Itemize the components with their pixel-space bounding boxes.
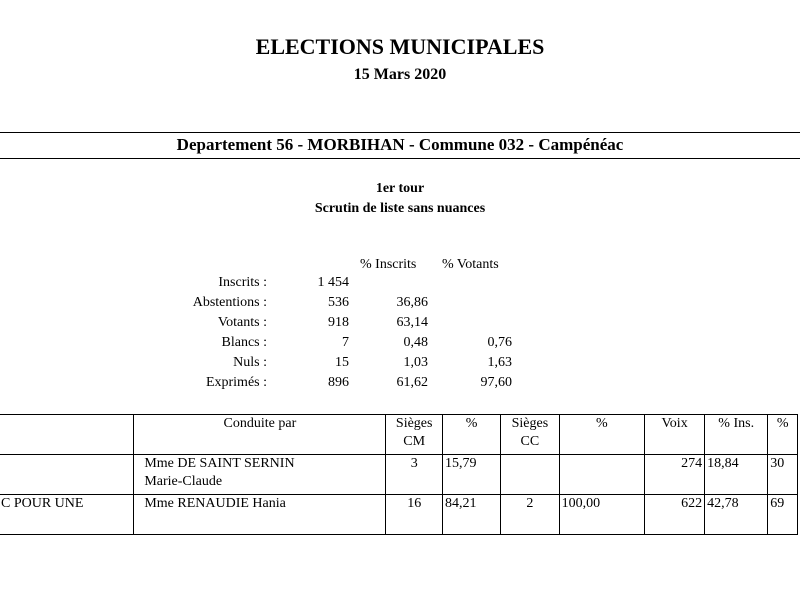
header-sieges-cc: [501, 415, 559, 455]
stats-value: 7: [342, 335, 349, 350]
cell-pct-exp: 69: [768, 495, 798, 535]
stats-value: 1 454: [317, 275, 349, 290]
stats-pct-votants: 0,76: [487, 335, 512, 350]
cell-conduite: Mme DE SAINT SERNIN Marie-Claude: [134, 455, 386, 495]
cell-pct-ins: 42,78: [705, 495, 768, 535]
header-sieges-cm: [386, 415, 442, 455]
cell-sieges-cm: 16: [386, 495, 442, 535]
header-conduite: Conduite par: [134, 415, 386, 455]
stats-pct-inscrits: 63,14: [396, 315, 428, 330]
stats-value: 918: [328, 315, 349, 330]
stats-label: Abstentions :: [192, 295, 267, 310]
page-title: ELECTIONS MUNICIPALES: [255, 34, 545, 59]
stats-pct-inscrits: 0,48: [403, 335, 428, 350]
header-pct-cm: %: [442, 415, 500, 455]
stats-value: 15: [335, 355, 349, 370]
stats-row: [0, 355, 800, 375]
stats-value: 896: [328, 375, 349, 390]
cell-pct-cc: [559, 455, 645, 495]
scrutin-label: Scrutin de liste sans nuances: [314, 201, 486, 216]
cell-pct-exp: 30: [768, 455, 798, 495]
stats-label: Nuls :: [233, 355, 267, 370]
header-sieges-cm-line2: CM: [403, 434, 426, 449]
cell-liste: C POUR UNE: [0, 495, 134, 535]
cell-liste: [0, 455, 134, 495]
cell-pct-cm: 15,79: [442, 455, 500, 495]
results-header-row: [0, 415, 798, 455]
stats-row: [0, 295, 800, 315]
stats-col-pct-inscrits: % Inscrits: [360, 257, 417, 272]
cell-sieges-cm: 3: [386, 455, 442, 495]
cell-conduite: Mme RENAUDIE Hania: [134, 495, 386, 535]
header-sieges-cc-line1: Sièges: [511, 416, 549, 431]
stats-label: Votants :: [217, 315, 267, 330]
stats-row: [0, 315, 800, 335]
cell-pct-cc: 100,00: [559, 495, 645, 535]
table-row: [0, 455, 798, 495]
header-sieges-cc-line2: CC: [520, 434, 540, 449]
round-label: 1er tour: [375, 181, 425, 196]
stats-label: Blancs :: [221, 335, 267, 350]
stats-col-pct-votants: % Votants: [442, 257, 499, 272]
election-date: 15 Mars 2020: [353, 66, 447, 83]
commune-heading: Departement 56 - MORBIHAN - Commune 032 - Campénéac: [176, 135, 624, 154]
stats-label: Exprimés :: [205, 375, 267, 390]
results-table: [0, 414, 798, 535]
header-sieges-cm-line1: Sièges: [395, 416, 433, 431]
cell-voix: 622: [645, 495, 705, 535]
stats-pct-inscrits: 1,03: [403, 355, 428, 370]
stats-pct-inscrits: 61,62: [396, 375, 428, 390]
cell-voix: 274: [645, 455, 705, 495]
stats-row: [0, 375, 800, 395]
stats-value: 536: [328, 295, 349, 310]
header-pct-exp: %: [768, 415, 798, 455]
stats-pct-votants: 1,63: [487, 355, 512, 370]
stats-pct-votants: 97,60: [480, 375, 512, 390]
cell-sieges-cc: 2: [501, 495, 559, 535]
cell-pct-ins: 18,84: [705, 455, 768, 495]
stats-row: [0, 275, 800, 295]
header-pct-ins: % Ins.: [705, 415, 768, 455]
stats-row: [0, 335, 800, 355]
stats-pct-inscrits: 36,86: [396, 295, 428, 310]
table-row: [0, 495, 798, 535]
cell-pct-cm: 84,21: [442, 495, 500, 535]
header-liste: [0, 415, 134, 455]
cell-sieges-cc: [501, 455, 559, 495]
header-pct-cc: %: [559, 415, 645, 455]
stats-label: Inscrits :: [218, 275, 267, 290]
header-voix: Voix: [645, 415, 705, 455]
divider-bottom: [0, 158, 800, 159]
divider-top: [0, 132, 800, 133]
